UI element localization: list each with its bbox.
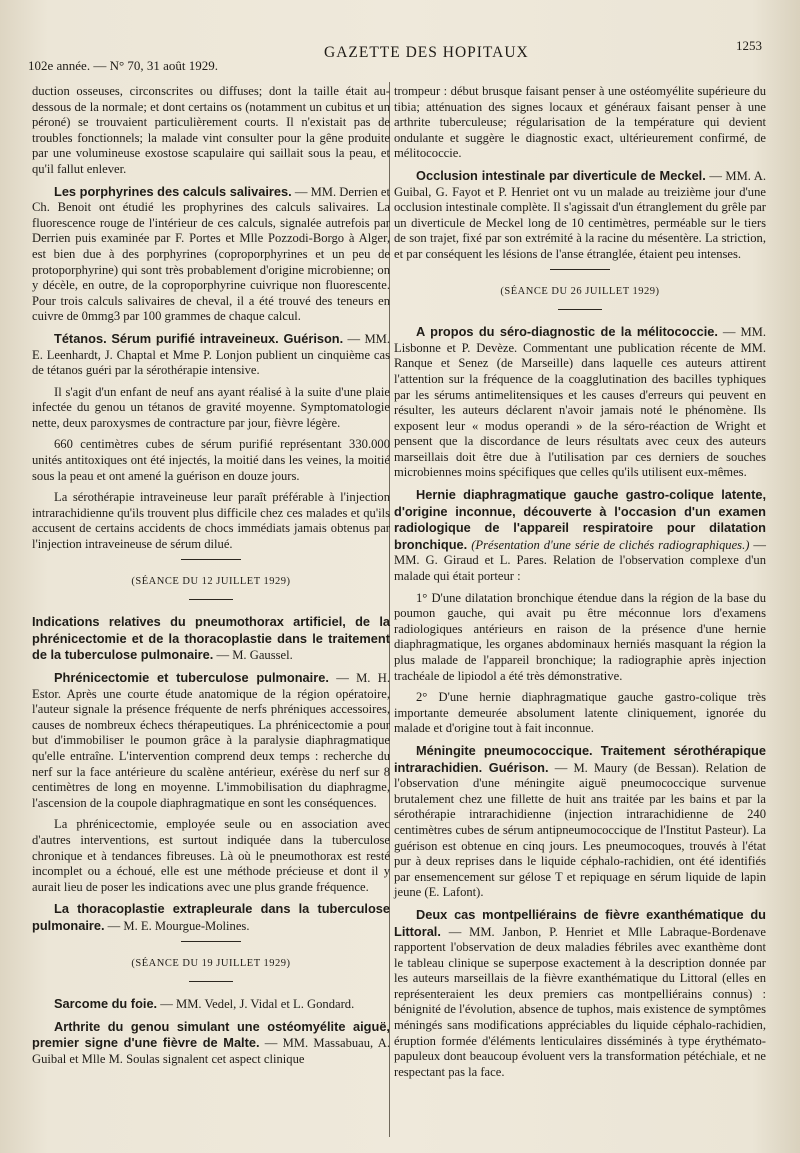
article-text: ont vu un malade au treizième jour d'une occlusion intestinale complète. Il s'agissait d'un étranglement du grêle par un diverticule de Meckel long de 10 centimètres, perméable sur le tiers de son trajet, fixé par son extrémité à la racine du mésentère. La striction, et par conséquent les lésions de l'anse étranglée, étaient peu intenses. (394, 184, 766, 261)
divider (550, 269, 610, 270)
article-tetanos (32, 331, 390, 379)
article-phrenicectomie (32, 670, 390, 811)
article-title: Deux cas montpelliérains de fièvre exanthématique du Littoral. (394, 906, 766, 939)
article-authors: — M. Gaussel. (213, 648, 293, 663)
article-title: Tétanos. Sérum purifié intraveineux. Guérison. (54, 330, 344, 346)
paragraph: duction osseuses, circonscrites ou diffuses; dont la taille était au-dessous de la normale; et dont certains os (notamment un cubitus et un péroné) se trouvaient particulièrement courts. Il n'existait pas de troubles fonctionnels; la malade vint consulter pour la gêne produite par une volumineuse exostose scapulaire qui saillait sous la peau, et qu'il fallut enlever. (32, 84, 390, 176)
article-hernie (394, 487, 766, 585)
article-title: Indications relatives du pneumothorax artificiel, de la phrénicectomie et de la thoracoplastie dans le traitement de la tuberculose pulmonaire. (32, 614, 390, 663)
paragraph: Il s'agit d'un enfant de neuf ans ayant réalisé à la suite d'une plaie infectée du genou un tétanos de gravité moyenne. Symptomatologie nette, deux paroxysmes de contracture par jour, fièvre légère. (32, 384, 390, 430)
article-authors: — MM. A. Guibal, G. Fayot et P. Henriet (394, 168, 767, 199)
article-text: Après une courte étude anatomique de la région opératoire, l'auteur signale la présence fréquente de nerfs phréniques accessoires, causes de nombreux échecs thérapeutiques. La phrénicectomie a pour but d'immobiliser le poumon grâce à la paralysie diaphragmatique qu'elle entraîne. L'intervention comprend deux temps : recherche du nerf sur la face antérieure du scalène antérieur, exérèse du nerf sur 8 centimètres de long en moyenne. L'immobilisation du diaphragme, l'ascension de la coupole diaphragmatique en sont les conséquences. (32, 686, 390, 810)
divider (181, 941, 241, 942)
page-header (28, 38, 762, 72)
article-text: rapportent l'observation de deux maladies fébriles avec exanthème dont le tableau clinique se superpose exactement à la description donnée par les auteurs marseillais de la fièvre exanthématique du Littoral (elles en représenteraient les deux premiers cas montpelliérains connus) : bénignité de l'évolution, absence de tuphos, mais existence de symptômes méningés sans modifications appréciables du liquide céphalo-rachidien, éruption formée d'éléments lenticulaires disséminés à type érythémato-papuleux dont beaucoup évoluent vers la transformation pétéchiale, et ne respectant pas la face. (394, 940, 766, 1079)
article-sarcome (32, 996, 390, 1013)
issue-info: 102e année. — N° 70, 31 août 1929. (28, 58, 219, 73)
left-column (32, 84, 390, 1073)
article-thoracoplastie (32, 901, 390, 934)
article-fievre (394, 907, 766, 1081)
journal-title: GAZETTE DES HOPITAUX (324, 44, 529, 61)
article-text: ont étudié les prophyrines des calculs salivaires. La fluorescence rouge de l'intérieur de ces calculs, signalée autrefois par Derrien puis examinée par F. Portes et Mlle Pozzodi-Borgo à Alger, est bien due à des porphyrines (coproporphyrines et un peu de protoporphyrine) qui sont très probablement d'origine microbienne; on y décèle, en outre, de la coproporphyrine cuivrique non fluorescente. Pour trois calculs salivaires de cheval, il a été trouvé des teneurs en cuivre de 0mmg3 par 100 grammes de chaque calcul. (32, 200, 390, 324)
seance-heading: (SÉANCE DU 19 JUILLET 1929) (131, 957, 291, 969)
article-authors: — M. Maury (de Bessan). (548, 760, 700, 775)
article-title: Sarcome du foie. (54, 996, 158, 1012)
article-title: A propos du séro-diagnostic de la mélitococcie. (416, 324, 718, 340)
paragraph: La sérothérapie intraveineuse leur paraît préférable à l'injection intrarachidienne qu'ils trouvent plus difficile chez ces malades et qu'ils accusent de certains accidents de chocs immédiats jamais obtenus par l'injection intraveineuse de sérum dilué. (32, 490, 390, 552)
article-sero-diagnostic (394, 324, 766, 481)
article-title: Méningite pneumococcique. Traitement sérothérapique intrarachidien. Guérison. (394, 742, 766, 775)
seance-heading: (SÉANCE DU 12 JUILLET 1929) (131, 575, 291, 587)
paragraph: trompeur : début brusque faisant penser à une ostéomyélite supérieure du tibia; atténuation des signes locaux et généraux faisant penser à une arthrite tuberculeuse; régularisation de la température qui devient ondulante et suggère le diagnostic exact, ultérieurement confirmé, de mélitococcie. (394, 84, 766, 161)
article-authors: — M. H. Estor. (32, 671, 390, 701)
article-meningite (394, 743, 766, 901)
article-authors: — MM. E. Leenhardt, J. Chaptal et Mme P. Lonjon (32, 331, 390, 362)
divider (189, 981, 233, 982)
article-indications (32, 614, 390, 664)
article-title: Arthrite du genou simulant une ostéomyélite aiguë, premier signe d'une fièvre de Malte. (32, 1018, 390, 1051)
article-note: (Présentation d'une série de clichés radiographiques.) (467, 537, 750, 552)
page-number: 1253 (736, 38, 762, 53)
article-text: Commentant une publication récente de MM. Ranque et Senez (de Marseille) dans laquelle ces auteurs attirent l'attention sur la fréquence de la coagglutination des bacilles typhiques par les sérums antimelitensiques et les causes d'erreurs qui peuvent en résulter, les auteurs déclarent n'avoir jamais noté le phénomène. Ils exposent leur « modus operandi » de la séro-réaction de Wright et pensent que la discordance de leurs résultats avec ceux des auteurs marseillais doit être due à l'utilisation par ces derniers de souches microbiennes moins spécifiques que celles qu'ils utilisent eux-mêmes. (394, 340, 766, 480)
paragraph: La phrénicectomie, employée seule ou en association avec d'autres interventions, est surtout indiquée dans la tuberculose chronique et à tendances fibreuses. Là où le pneumothorax est resté incomplet ou a échoué, elle est une méthode précieuse et dont il y aurait lieu de poser les indications avec une plus grande fréquence. (32, 817, 390, 894)
article-text: signalent cet aspect clinique (159, 1051, 305, 1066)
article-title: La thoracoplastie extrapleurale dans la tuberculose pulmonaire. (32, 901, 390, 933)
article-text: publient un cinquième cas de tétanos guéri par la sérothérapie intensive. (32, 347, 390, 378)
list-item: 1° D'une dilatation bronchique étendue dans la région de la base du poumon gauche, qui avait pu être méconnue lors d'examens radiologiques antérieurs en raison de la présence d'une hernie diaphragmatique, les organes abdominaux herniés masquant la région la plus malade de l'appareil bronchique; la radiographie après injection trachéale de lipiodol a été très démonstrative. (394, 590, 766, 683)
article-title: Hernie diaphragmatique gauche gastro-colique latente, d'origine inconnue, découverte à l'occasion d'un examen radiologique de l'appareil respiratoire pour dilatation bronchique. (394, 487, 766, 552)
list-item: 2° D'une hernie diaphragmatique gauche gastro-colique très importante demeurée absolument latente cliniquement, ignorée du malade et d'origine tout à fait inconnue. (394, 690, 766, 736)
article-text: Relation de l'observation d'une méningite aiguë pneumococcique survenue brutalement chez une fillette de huit ans traitée par les bains et par la sérothérapie intrarachidienne (injection intrarachidienne de 240 centimètres cubes de sérum antipneumococcique de l'Institut Pasteur). La guérison est obtenue en cinq jours. Les pneumocoques, trouvés à l'état pur à deux reprises dans le liquide céphalo-rachidien, ont été identifiés par ensemencement sur gélose T et repiquage en sérum liquide de lapin jeune (E. Lafont). (394, 760, 767, 900)
article-arthrite (32, 1019, 390, 1068)
article-title: Occlusion intestinale par diverticule de Meckel. (416, 167, 706, 183)
article-title: Les porphyrines des calculs salivaires. (54, 183, 292, 199)
article-authors: — M. E. Mourgue-Molines. (104, 918, 250, 933)
article-authors: — MM. G. Giraud et L. Pares. (394, 537, 766, 568)
divider (181, 559, 241, 560)
seance-heading: (SÉANCE DU 26 JUILLET 1929) (500, 285, 660, 297)
article-authors: — MM. Massabuau, A. Guibal et Mlle M. Soulas (32, 1036, 390, 1066)
article-text: Relation de l'observation complexe d'un malade qui était porteur : (394, 553, 767, 584)
divider (189, 599, 233, 600)
article-porphyrines (32, 184, 390, 325)
article-authors: — MM. Vedel, J. Vidal et L. Gondard. (157, 997, 355, 1012)
article-title: Phrénicectomie et tuberculose pulmonaire. (54, 670, 329, 685)
article-occlusion (394, 168, 766, 263)
divider (558, 309, 602, 310)
article-authors: — MM. Derrien et Ch. Benoit (32, 184, 391, 215)
article-authors: — MM. Janbon, P. Henriet et Mlle Labraque-Bordenave (440, 924, 766, 939)
article-authors: — MM. Lisbonne et P. Devèze. (394, 325, 766, 355)
right-column (394, 84, 766, 1086)
paragraph: 660 centimètres cubes de sérum purifié représentant 330.000 unités antitoxiques ont été injectés, la moitié dans les veines, la moitié sous la peau et ont amené la guérison en douze jours. (32, 437, 390, 483)
